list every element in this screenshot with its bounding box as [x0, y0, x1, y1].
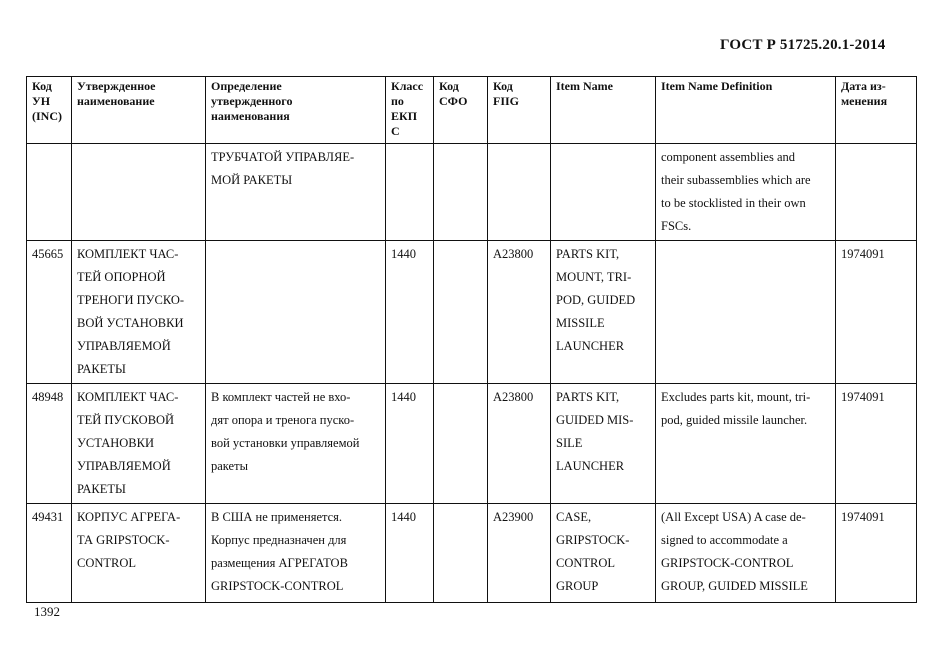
cell-item-name: CASE, GRIPSTOCK- CONTROL GROUP [551, 504, 656, 603]
cell-item-definition: component assemblies and their subassemblies which are to be stocklisted in their own FSCs. [656, 144, 836, 241]
header-class: Класс по ЕКП С [386, 77, 434, 144]
cell-item-definition: Excludes parts kit, mount, tri- pod, guided missile launcher. [656, 384, 836, 504]
cell-class: 1440 [386, 241, 434, 384]
cell-definition: ТРУБЧАТОЙ УПРАВЛЯЕ- МОЙ РАКЕТЫ [206, 144, 386, 241]
cell-item-name: PARTS KIT, GUIDED MIS- SILE LAUNCHER [551, 384, 656, 504]
cell-fiig: A23800 [488, 241, 551, 384]
cell-definition: В комплект частей не вхо- дят опора и тренога пуско- вой установки управляемой ракеты [206, 384, 386, 504]
cell-definition [206, 241, 386, 384]
table-header-row [27, 77, 917, 144]
cell-class: 1440 [386, 504, 434, 603]
cell-definition: В США не применяется. Корпус предназначен для размещения АГРЕГАТОВ GRIPSTOCK-CONTROL [206, 504, 386, 603]
cell-class: 1440 [386, 384, 434, 504]
header-fiig: Код FIIG [488, 77, 551, 144]
cell-inc: 48948 [27, 384, 72, 504]
cell-fiig [488, 144, 551, 241]
cell-sfo [434, 144, 488, 241]
table-row [27, 144, 917, 241]
cell-date: 1974091 [836, 384, 917, 504]
header-definition: Определение утвержденного наименования [206, 77, 386, 144]
cell-name: КОМПЛЕКТ ЧАС- ТЕЙ ПУСКОВОЙ УСТАНОВКИ УПРАВЛЯЕМОЙ РАКЕТЫ [72, 384, 206, 504]
table-row [27, 241, 917, 384]
cell-name: КОРПУС АГРЕГА- ТА GRIPSTOCK- CONTROL [72, 504, 206, 603]
header-change-date: Дата из- менения [836, 77, 917, 144]
cell-name [72, 144, 206, 241]
cell-date: 1974091 [836, 504, 917, 603]
cell-date [836, 144, 917, 241]
cell-item-name [551, 144, 656, 241]
cell-item-name: PARTS KIT, MOUNT, TRI- POD, GUIDED MISSILE LAUNCHER [551, 241, 656, 384]
cell-sfo [434, 241, 488, 384]
header-sfo: Код СФО [434, 77, 488, 144]
cell-inc: 45665 [27, 241, 72, 384]
cell-sfo [434, 504, 488, 603]
cell-date: 1974091 [836, 241, 917, 384]
catalog-table [26, 76, 917, 603]
cell-inc: 49431 [27, 504, 72, 603]
table-row [27, 504, 917, 603]
cell-name: КОМПЛЕКТ ЧАС- ТЕЙ ОПОРНОЙ ТРЕНОГИ ПУСКО- ВОЙ УСТАНОВКИ УПРАВЛЯЕМОЙ РАКЕТЫ [72, 241, 206, 384]
table-row [27, 384, 917, 504]
page-number: 1392 [34, 604, 60, 619]
cell-class [386, 144, 434, 241]
cell-fiig: A23900 [488, 504, 551, 603]
header-item-name: Item Name [551, 77, 656, 144]
cell-sfo [434, 384, 488, 504]
cell-item-definition [656, 241, 836, 384]
cell-inc [27, 144, 72, 241]
cell-item-definition: (All Except USA) A case de- signed to accommodate a GRIPSTOCK-CONTROL GROUP, GUIDED MISSILE [656, 504, 836, 603]
document-standard-code: ГОСТ Р 51725.20.1-2014 [720, 37, 886, 53]
header-item-name-definition: Item Name Definition [656, 77, 836, 144]
header-inc: Код УН (INC) [27, 77, 72, 144]
header-approved-name: Утвержденное наименование [72, 77, 206, 144]
cell-fiig: A23800 [488, 384, 551, 504]
